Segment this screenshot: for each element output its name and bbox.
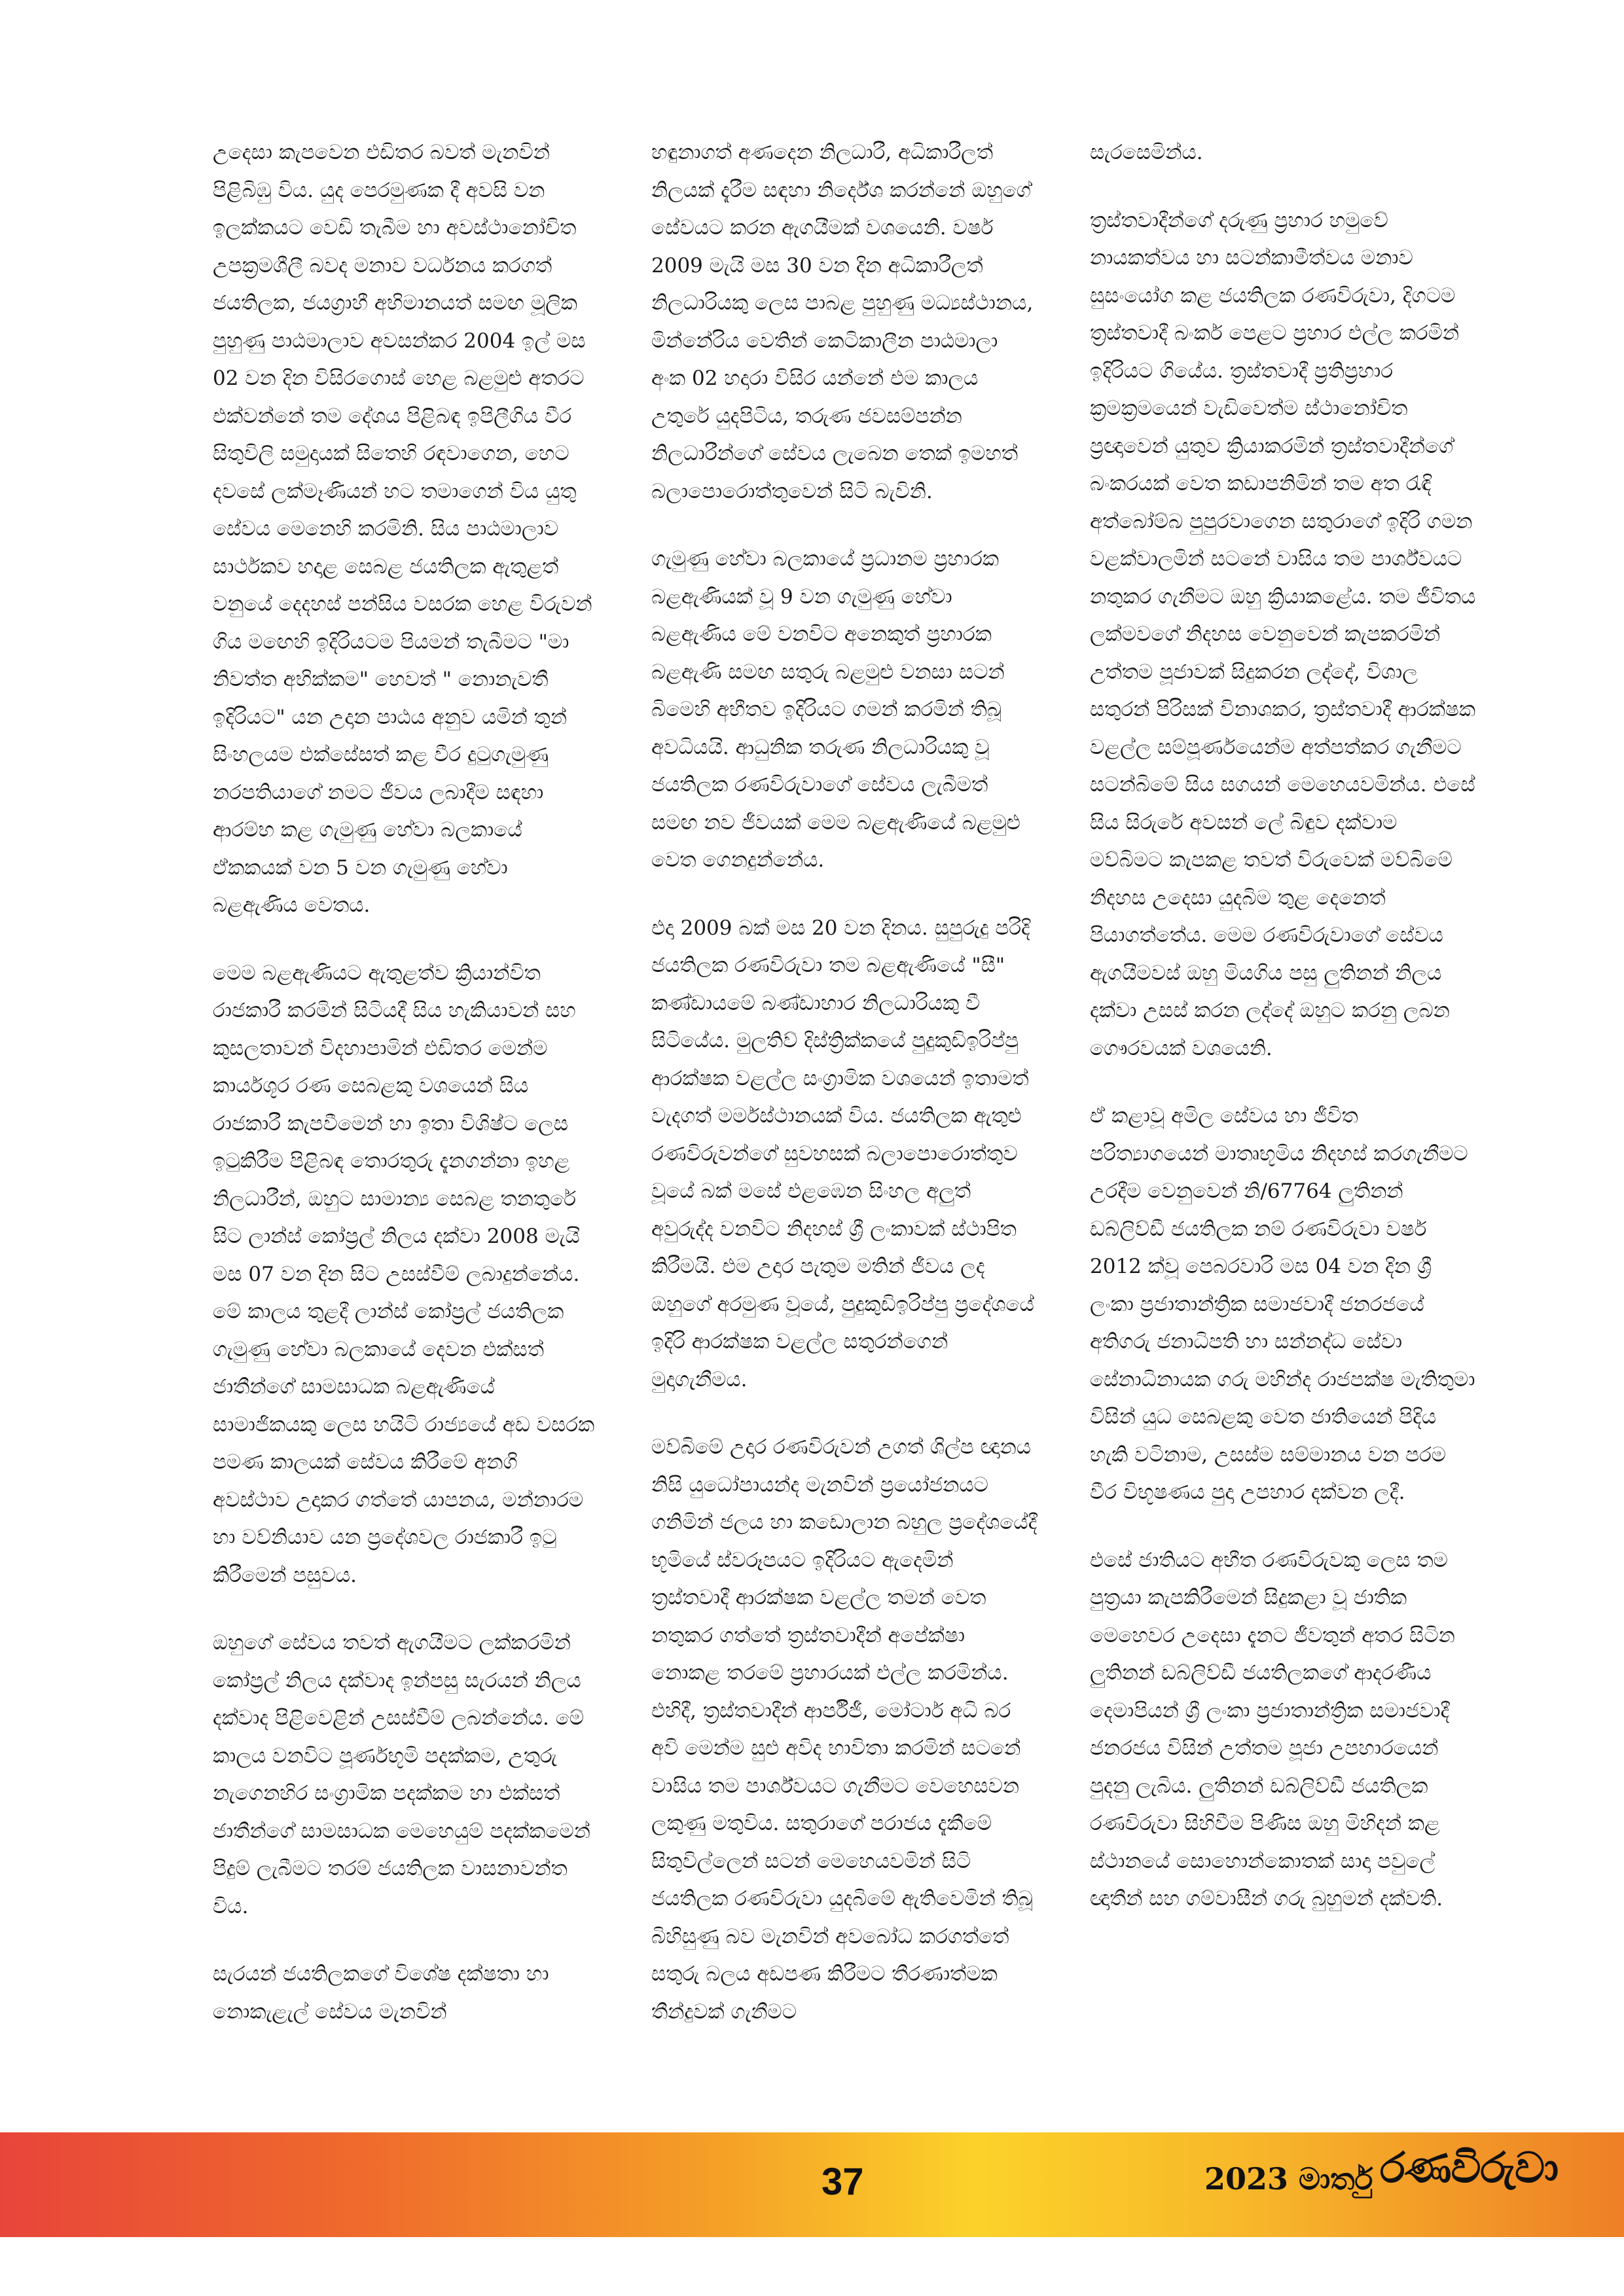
article-column-2	[651, 134, 1038, 2111]
paragraph: එසේ ජාතියට අභීත රණවිරුවකු ලෙස තම පුත්‍රයා කැපකිරීමෙන් සිදුකළා වූ ජාතික මෙහෙවර උදෙසා දැනට ජීවතුන් අතර සිටින ලුතිනන් ඩබ්ලිව්ඩී ජයතිලකගේ ආදරණීය දෙමාපියන් ශ්‍රී ලංකා ප්‍රජාතාන්ත්‍රික සමාජවාදී ජනරජය විසින් උත්තම පූජා උපහාරයෙන් පුදනු ලැබිය. ලුතිනන් ඩබ්ලිව්ඩී ජයතිලක රණවිරුවා සිහිවීම පිණිස ඔහු මිහිදන් කළ ස්ථානයේ සොහොන්කොතක් සාදා පවුලේ ඥාතීන් සහ ගම්වාසීන් ගරු බුහුමන් දක්වති.	[1090, 1548, 1455, 1910]
paragraph: ත්‍රස්තවාදීන්ගේ දරුණු ප්‍රහාර හමුවේ නායකත්වය හා සටන්කාමීත්වය මනාව සුසංයෝග කළ ජයතිලක රණවිරුවා, දිගටම ත්‍රස්තවාදී බංකර් පෙළට ප්‍රහාර එල්ල කරමින් ඉදිරියට ගියේය. ත්‍රස්තවාදී ප්‍රතිප්‍රහාර ක්‍රමක්‍රමයෙන් වැඩිවෙත්ම ස්ථානෝචිත ප්‍රඥාවෙන් යුතුව ක්‍රියාකරමින් ත්‍රස්තවාදීන්ගේ බංකරයක් වෙත කඩාපනිමින් තම අත රැඳි අත්බෝම්බ පුපුරවාගෙන සතුරාගේ ඉදිරි ගමන වළක්වාලමින් සටනේ වාසිය තම පාර්ශ්වයට නතුකර ගැනීමට ඔහු ක්‍රියාකළේය. තම ජීවිතය ලක්මවගේ නිදහස වෙනුවෙන් කැපකරමින් උත්තම පූජාවක් සිදුකරන ලද්දේ, විශාල සතුරන් පිරිසක් විනාශකර, ත්‍රස්තවාදී ආරක්ෂක වළල්ල සම්පූර්ණයෙන්ම අත්පත්කර ගැනීමට සටන්බිමේ සිය සගයන් මෙහෙයවමින්ය. එසේ සිය සිරුරේ අවසන් ලේ බිඳුව දක්වාම මව්බිමට කැපකළ තවත් විරුවෙක් මව්බිමේ නිදහස උදෙසා යුදබිම තුළ දෙනෙත් පියාගත්තේය. මෙම රණවිරුවාගේ සේවය ඇගයීමවස් ඔහු මියගිය පසු ලුතිනන් නිලය දක්වා උසස් කරන ලද්දේ ඔහුට කරනු ලබන ගෞරවයක් වශයෙනි.	[1090, 208, 1476, 1060]
paragraph: මව්බිමේ උදාර රණවිරුවන් උගත් ශිල්ප ඥානය නිසි යුධෝපායන්ද මැනවින් ප්‍රයෝජනයට ගනිමින් ජලය හා කඩොලාන බහුල ප්‍රදේශයේදී භූමියේ ස්වරූපයට ඉදිරියට ඇදෙමින් ත්‍රස්තවාදී ආරක්ෂක වළල්ල තමන් වෙත නතුකර ගත්තේ ත්‍රස්තවාදීන් අපේක්ෂා නොකළ තරමේ ප්‍රහාරයක් එල්ල කරමින්ය. එහිදී, ත්‍රස්තවාදීන් ආර්පීජී, මෝටාර් අධි බර අවි මෙන්ම සුළු අවිද භාවිතා කරමින් සටනේ වාසිය තම පාර්ශ්වයට ගැනීමට වෙහෙසවන ලකුණු මතුවිය. සතුරාගේ පරාජය දැකීමේ සිතුවිල්ලෙන් සටන් මෙහෙයවමින් සිටි ජයතිලක රණවිරුවා යුදබිමේ ඇතිවෙමින් තිබූ බිහිසුණු බව මැනවින් අවබෝධ කරගත්තේ සතුරු බලය අඩපණ කිරීමට තීරණාත්මක තීන්දුවක් ගැනීමට	[651, 1435, 1038, 2024]
article-column-1	[213, 134, 599, 2111]
paragraph: සැරසෙමින්ය.	[1090, 141, 1203, 164]
paragraph: උදෙසා කැපවෙන එඩිතර බවත් මැනවින් පිළිබිඹු විය. යුද පෙරමුණක දී අවසි වන ඉලක්කයට වෙඩි තැබීම හා අවස්ථානෝචිත උපක්‍රමශීලී බවද මනාව වර්ධනය කරගත් ජයතිලක, ජයග්‍රාහී අභිමානයත් සමඟ මූලික පුහුණු පාඨමාලාව අවසන්කර 2004 ඉල් මස 02 වන දින විසිරගොස් හෙළ බළමුළු අතරට එක්වන්නේ තම දේශය පිළිබඳ ඉපිලීගිය වීර සිතුවිලි සමුදායක් සිතෙහි රඳවාගෙන, හෙට දවසේ ලක්මෑණියන් හට තමාගෙන් විය යුතු සේවය මෙනෙහි කරමිනි. සිය පාඨමාලාව සාර්ථකව හදාළ සෙබළ ජයතිලක ඇතුළත් වනුයේ දෙදහස් පන්සිය වසරක හෙළ විරුවන් ගිය මඟෙහි ඉදිරියටම පියමන් තැබීමට "මා නිවත්ත අභික්කම" හෙවත් " නොනැවතී ඉදිරියට" යන උදාන පාඨය අනුව යමින් තුන් සිංහලයම එක්සේසත් කළ වීර දුටුගැමුණු නරපතියාගේ නමට ජීවය ලබාදීම සඳහා ආරම්භ කළ ගැමුණු හේවා බලකායේ ඒකකයක් වන 5 වන ගැමුණු හේවා බළඇණිය වෙතය.	[213, 141, 592, 917]
article-column-3	[1090, 134, 1476, 2111]
page-number: 37	[821, 2161, 864, 2203]
paragraph: ඔහුගේ සේවය තවත් ඇගයීමට ලක්කරමින් කෝප්‍රල් නිලය දක්වාද ඉන්පසු සැරයන් නිලය දක්වාද පිළිවෙළින් උසස්වීම් ලබන්නේය. මේ කාලය වනවිට පූර්ණභූමි පදක්කම, උතුරු නැගෙනහිර සංග්‍රාමික පදක්කම හා එක්සත් ජාතීන්ගේ සාමසාධක මෙහෙයුම් පදක්කමෙන් පිදුම් ලැබීමට තරම් ජයතිලක වාසනාවන්ත විය.	[213, 1631, 590, 1918]
issue-date: 2023 මාර්තු	[1204, 2161, 1373, 2197]
paragraph: හඳුනාගත් අණදෙන නිලධාරී, අධිකාරීලත් නිලයක් දැරීම සඳහා නිර්දේශ කරන්නේ ඔහුගේ සේවයට කරන ඇගයීමක් වශයෙනි. වර්ෂ 2009 මැයි මස 30 වන දින අධිකාරීලත් නිලධාරියකු ලෙස පාබළ පුහුණු මධ්‍යස්ථානය, මින්නේරිය වෙතින් කෙටිකාලීන පාඨමාලා අංක 02 හදාරා විසිර යන්නේ එම කාලය උතුරේ යුදපිටිය, තරුණ ජවසම්පන්න නිලධාරීන්ගේ සේවය ලැබෙන තෙක් ඉමහත් බලාපොරොත්තුවෙන් සිටි බැවිනි.	[651, 141, 1034, 503]
magazine-logo: රණවිරුවා	[1380, 2144, 1559, 2193]
article-body	[213, 134, 1623, 2111]
paragraph: එදා 2009 බක් මස 20 වන දිනය. සුපුරුදු පරිදි ජයතිලක රණවිරුවා තම බළඇණියේ "සී" කණ්ඩායමේ බණ්ඩාහාර නිලධාරියකු වී සිටියේය. මුලතිව් දිස්ත්‍රික්කයේ පුදුකුඩිඉරිප්පු ආරක්ෂක වළල්ල සංග්‍රාමික වශයෙන් ඉතාමත් වැදගත් මර්මස්ථානයක් විය. ජයතිලක ඇතුළු රණවිරුවන්ගේ සුවහසක් බලාපොරොත්තුව වූයේ බක් මසේ එළඹෙන සිංහල අලුත් අවුරුද්ද වනවිට නිදහස් ශ්‍රී ලංකාවක් ස්ථාපිත කිරීමයි. එම උදාර පැතුම මතින් ජීවය ලද ඔහුගේ අරමුණ වූයේ, පුදුකුඩිඉරිප්පු ප්‍රදේශයේ ඉදිරි ආරක්ෂක වළල්ල සතුරන්ගෙන් මුදාගැනීමය.	[651, 916, 1034, 1391]
paragraph: සැරයන් ජයතිලකගේ විශේෂ දක්ෂතා හා නොකැළැල් සේවය මැනවින්	[213, 1962, 549, 2024]
paragraph: මෙම බළඇණියට ඇතුළත්ව ක්‍රියාන්විත රාජකාරී කරමින් සිටියදී සිය හැකියාවන් සහ කුසලතාවන් විදහාපාමින් එඩිතර මෙන්ම කාර්යශූර රණ සෙබළකු වශයෙන් සිය රාජකාරී කැපවීමෙන් හා ඉතා විශිෂ්ට ලෙස ඉටුකිරීම පිළිබඳ තොරතුරු දැනගන්නා ඉහළ නිලධාරීන්, ඔහුට සාමාන්‍ය සෙබළ තනතුරේ සිට ලාන්ස් කෝප්‍රල් නිලය දක්වා 2008 මැයි මස 07 වන දින සිට උසස්වීම් ලබාදුන්නේය. මේ කාලය තුළදී ලාන්ස් කෝප්‍රල් ජයතිලක ගැමුණු හේවා බලකායේ දෙවන එක්සත් ජාතීන්ගේ සාමසාධක බළඇණියේ සාමාජිකයකු ලෙස හයිටි රාජ්‍යයේ අඩ වසරක පමණ කාලයක් සේවය කිරීමේ අනගි අවස්ථාව උදාකර ගත්තේ යාපනය, මන්නාරම හා වව්නියාව යන ප්‍රදේශවල රාජකාරී ඉටු කිරීමෙන් පසුවය.	[213, 961, 595, 1587]
paragraph: ඒ කළාවූ අමිල සේවය හා ජීවිත පරිත්‍යාගයෙන් මාතෘභූමිය නිදහස් කරගැනීමට උරදීම වෙනුවෙන් නි/67764 ලුතිනන් ඩබ්ලිව්ඩී ජයතිලක නම් රණවිරුවා වර්ෂ 2012 ක්වූ පෙබරවාරි මස 04 වන දින ශ්‍රී ලංකා ප්‍රජාතාන්ත්‍රික සමාජවාදී ජනරජයේ අතිගරු ජනාධිපති හා සන්නද්ධ සේවා සේනාධිනායක ගරු මහින්ද රාජපක්ෂ මැතිතුමා විසින් යුධ සෙබළකු වෙත ජාතියෙන් පිදිය හැකි වටිනාම, උසස්ම සම්මානය වන පරම වීර විභූෂණය පුදා උපහාර දක්වන ලදී.	[1090, 1104, 1475, 1504]
paragraph: ගැමුණු හේවා බලකායේ ප්‍රධානම ප්‍රහාරක බළඇණියක් වූ 9 වන ගැමුණු හේවා බළඇණිය මේ වනවිට අනෙකුත් ප්‍රහාරක බළඇණි සමඟ සතුරු බළමුළු වනසා සටන් බිමෙහි අභීතව ඉදිරියට ගමන් කරමින් තිබූ අවධියයි. ආධුනික තරුණ නිලධාරියකු වූ ජයතිලක රණවිරුවාගේ සේවය ලැබීමත් සමඟ නව ජීවයක් මෙම බළඇණියේ බළමුළු වෙත ගෙනදුන්නේය.	[651, 547, 1020, 872]
